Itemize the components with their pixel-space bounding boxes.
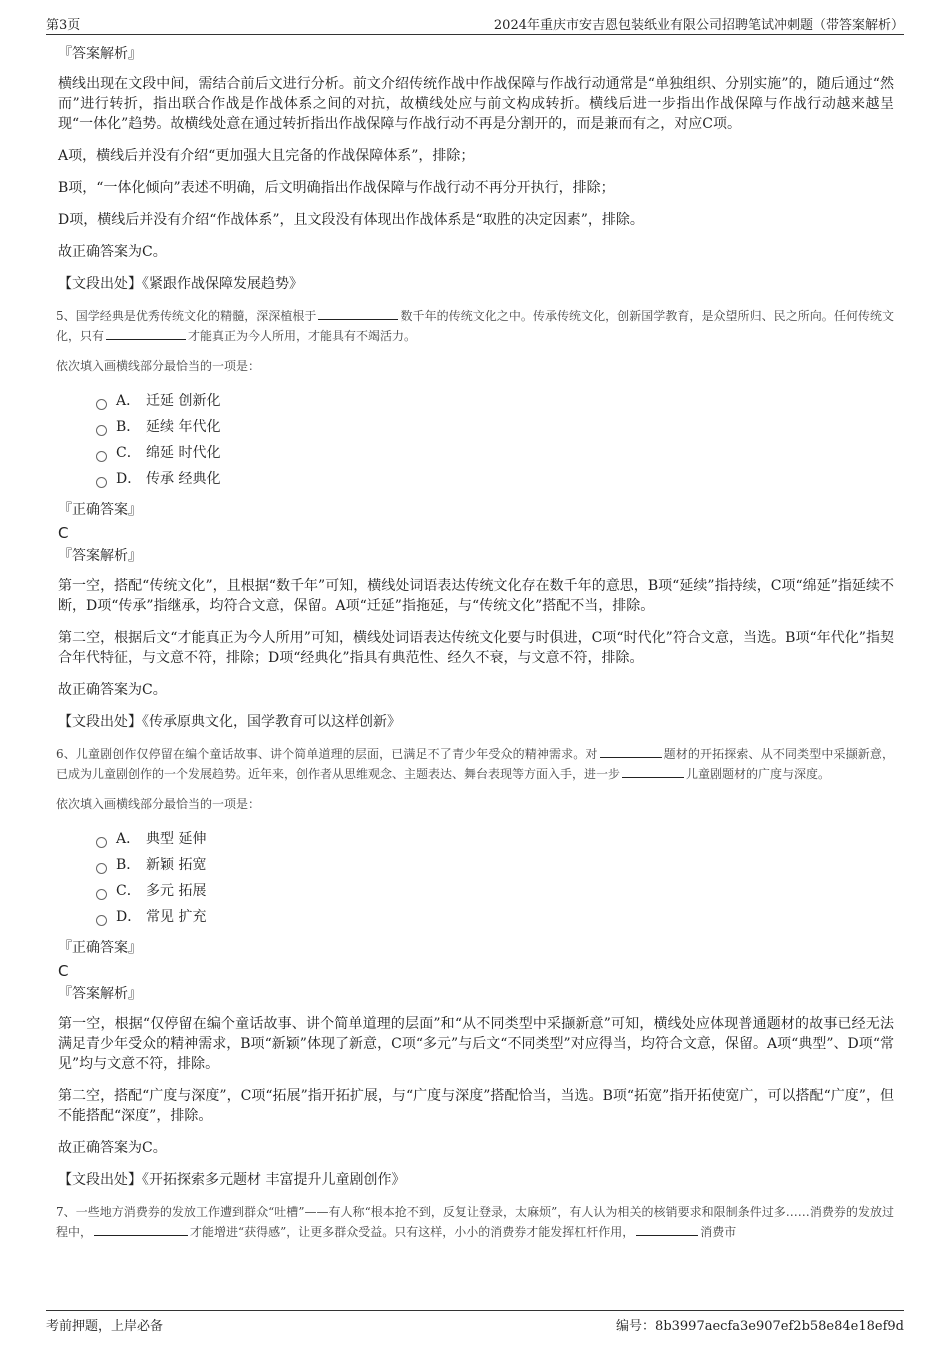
q5-correct-answer: C	[58, 524, 69, 542]
q7-blank-1	[94, 1223, 188, 1236]
q6-prompt: 依次填入画横线部分最恰当的一项是：	[56, 797, 261, 811]
option-text: 常见 扩充	[146, 909, 207, 925]
q6-option-c[interactable]	[96, 878, 894, 904]
option-letter: D．	[116, 471, 142, 487]
q6-stem-part-2: 题材的开拓探索、从不同类型中采撷新意，已成为儿童剧创作的一个发展趋势。近年来，创作者从思维观念、主题表达、舞台表现等方面入手，进一步	[56, 747, 894, 781]
q5-prompt: 依次填入画横线部分最恰当的一项是：	[56, 359, 261, 373]
q4-analysis-para-3: B项，“一体化倾向”表述不明确，后文明确指出作战保障与作战行动不再分开执行，排除；	[58, 180, 615, 196]
q4-analysis-para-2: A项，横线后并没有介绍“更加强大且完备的作战保障体系”，排除；	[58, 148, 475, 164]
q5-analysis-para-2: 第二空，根据后文“才能真正为今人所用”可知，横线处词语表达传统文化要与时俱进，C项“时代化”符合文意，当选。B项“年代化”指契合年代特征，与文意不符，排除；D项“经典化”指具有典范性、经久不衰，与文意不符，排除。	[58, 630, 894, 666]
q5-analysis-para-1: 第一空，搭配“传统文化”，且根据“数千年”可知，横线处词语表达传统文化存在数千年的意思，B项“延续”指持续，C项“绵延”指延续不断，D项“传承”指继承，均符合文意，保留。A项“迁延”指拖延，与“传统文化”搭配不当，排除。	[58, 578, 894, 614]
option-letter: A．	[116, 831, 141, 847]
radio-icon[interactable]	[96, 477, 107, 488]
q5-option-d[interactable]	[96, 466, 894, 492]
q4-analysis-tag: 『答案解析』	[58, 46, 142, 62]
q5-conclusion: 故正确答案为C。	[58, 682, 167, 698]
page-header	[46, 12, 904, 35]
q4-conclusion: 故正确答案为C。	[58, 244, 167, 260]
option-text: 传承 经典化	[146, 471, 221, 487]
q6-correct-tag: 『正确答案』	[58, 940, 142, 956]
q6-blank-1	[600, 745, 662, 758]
option-letter: B．	[116, 857, 141, 873]
q5-option-b[interactable]	[96, 414, 894, 440]
q4-source: 【文段出处】《紧跟作战保障发展趋势》	[58, 276, 303, 292]
q7-blank-2	[636, 1223, 698, 1236]
q5-blank-2	[106, 327, 186, 340]
q5-stem	[56, 306, 894, 346]
q5-source: 【文段出处】《传承原典文化，国学教育可以这样创新》	[58, 714, 401, 730]
radio-icon[interactable]	[96, 451, 107, 462]
radio-icon[interactable]	[96, 889, 107, 900]
option-letter: D．	[116, 909, 142, 925]
radio-icon[interactable]	[96, 837, 107, 848]
q4-analysis-para-1: 横线出现在文段中间，需结合前后文进行分析。前文介绍传统作战中作战保障与作战行动通常是“单独组织、分别实施”的，随后通过“然而”进行转折，指出联合作战是作战体系之间的对抗，故横线处应与前文构成转折。横线后进一步指出作战保障与作战行动越来越呈现“一体化”趋势。故横线处意在通过转折指出作战保障与作战行动不再是分割开的，而是兼而有之，对应C项。	[58, 76, 894, 132]
footer-slogan: 考前押题，上岸必备	[46, 1319, 164, 1334]
q5-option-a[interactable]	[96, 388, 894, 414]
q7-stem-part-3: 消费市	[700, 1225, 737, 1239]
option-letter: B．	[116, 419, 141, 435]
q6-correct-answer: C	[58, 962, 69, 980]
option-text: 延续 年代化	[146, 419, 221, 435]
q5-stem-part-1: 5、国学经典是优秀传统文化的精髓，深深植根于	[56, 309, 317, 323]
option-text: 新颖 拓宽	[146, 857, 207, 873]
radio-icon[interactable]	[96, 399, 107, 410]
option-letter: A．	[116, 393, 141, 409]
page-content	[56, 44, 894, 1252]
radio-icon[interactable]	[96, 425, 107, 436]
radio-icon[interactable]	[96, 863, 107, 874]
q6-option-a[interactable]	[96, 826, 894, 852]
q6-blank-2	[622, 765, 684, 778]
q5-blank-1	[318, 307, 398, 320]
q7-stem	[56, 1202, 894, 1242]
document-id: 编号：8b3997aecfa3e907ef2b58e84e18ef9d	[616, 1319, 904, 1334]
q5-correct-tag: 『正确答案』	[58, 502, 142, 518]
option-text: 绵延 时代化	[146, 445, 221, 461]
document-title: 2024年重庆市安吉恩包装纸业有限公司招聘笔试冲刺题（带答案解析）	[493, 18, 904, 33]
option-text: 多元 拓展	[146, 883, 207, 899]
q4-analysis-para-4: D项，横线后并没有介绍“作战体系”，且文段没有体现出作战体系是“取胜的决定因素”，排除。	[58, 212, 644, 228]
option-letter: C．	[116, 445, 141, 461]
option-letter: C．	[116, 883, 141, 899]
radio-icon[interactable]	[96, 915, 107, 926]
q6-stem-part-3: 儿童剧题材的广度与深度。	[686, 767, 831, 781]
q6-stem	[56, 744, 894, 784]
option-text: 典型 延伸	[146, 831, 207, 847]
q6-analysis-para-1: 第一空，根据“仅停留在编个童话故事、讲个简单道理的层面”和“从不同类型中采撷新意”可知，横线处应体现普通题材的故事已经无法满足青少年受众的精神需求，B项“新颖”体现了新意，C项“多元”与后文“不同类型”对应得当，均符合文意，保留。A项“典型”、D项“常见”均与文意不符，排除。	[58, 1016, 894, 1072]
q5-stem-part-3: 才能真正为今人所用，才能具有不竭活力。	[188, 329, 417, 343]
q5-option-c[interactable]	[96, 440, 894, 466]
option-text: 迁延 创新化	[146, 393, 221, 409]
q6-stem-part-1: 6、儿童剧创作仅停留在编个童话故事、讲个简单道理的层面，已满足不了青少年受众的精神需求。对	[56, 747, 598, 761]
q6-option-d[interactable]	[96, 904, 894, 930]
page-footer	[46, 1310, 904, 1335]
q6-analysis-tag: 『答案解析』	[58, 986, 142, 1002]
page-number: 第3页	[46, 18, 81, 33]
q6-conclusion: 故正确答案为C。	[58, 1140, 167, 1156]
q7-stem-part-2: 才能增进“获得感”，让更多群众受益。只有这样，小小的消费券才能发挥杠杆作用，	[190, 1225, 635, 1239]
q5-stem-part-2: 数千年的传统文化之中。传承传统文化，创新国学教育，是众望所归、民之所向。任何传统文化，只有	[56, 309, 894, 343]
q6-options	[96, 826, 894, 930]
q6-source: 【文段出处】《开拓探索多元题材 丰富提升儿童剧创作》	[58, 1172, 406, 1188]
q5-options	[96, 388, 894, 492]
q6-option-b[interactable]	[96, 852, 894, 878]
q5-analysis-tag: 『答案解析』	[58, 548, 142, 564]
q6-analysis-para-2: 第二空，搭配“广度与深度”，C项“拓展”指开拓扩展，与“广度与深度”搭配恰当，当选。B项“拓宽”指开拓使宽广，可以搭配“广度”，但不能搭配“深度”，排除。	[58, 1088, 894, 1124]
q7-stem-part-1: 7、一些地方消费券的发放工作遭到群众“吐槽”——有人称“根本抢不到，反复让登录，太麻烦”，有人认为相关的核销要求和限制条件过多……消费券的发放过程中，	[56, 1205, 894, 1239]
